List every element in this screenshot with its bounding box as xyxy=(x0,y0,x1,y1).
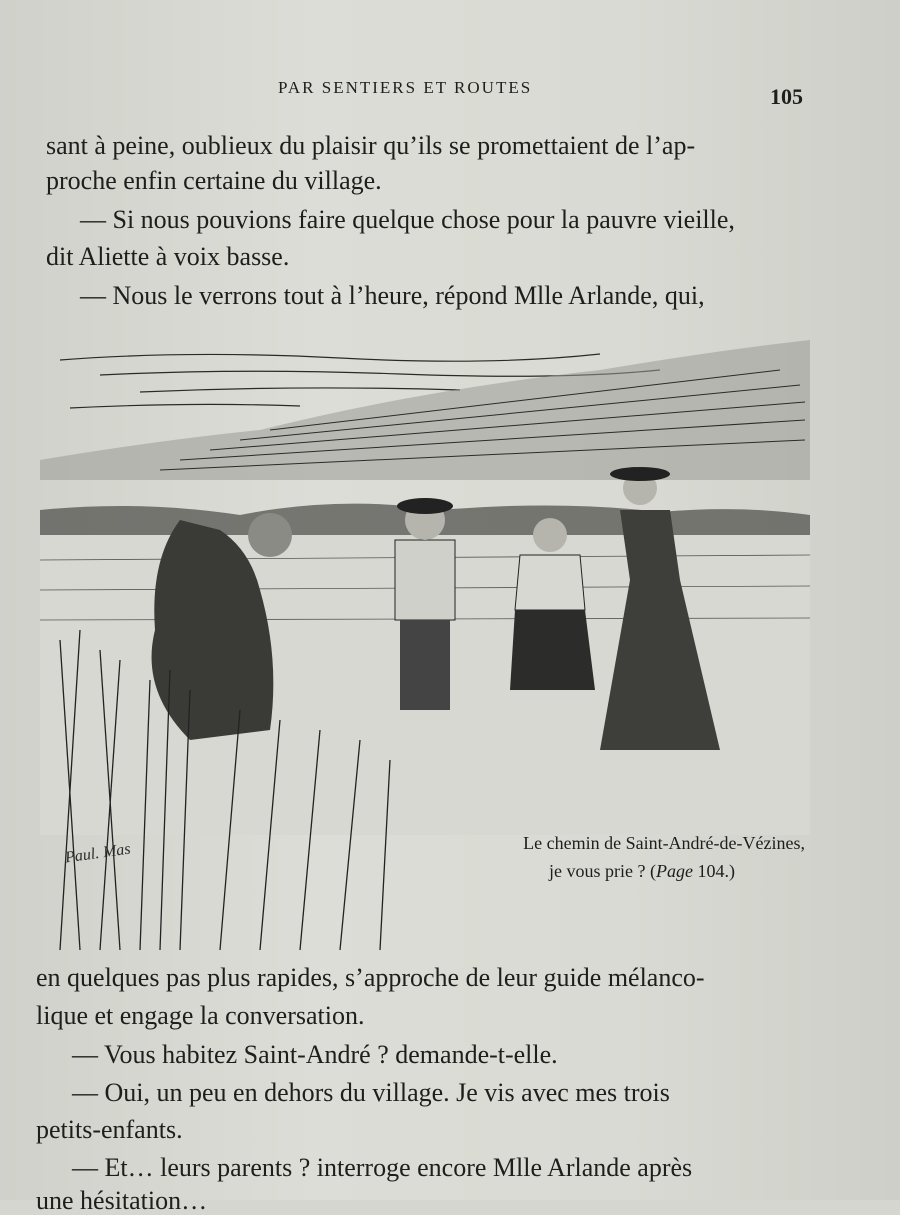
running-title: PAR SENTIERS ET ROUTES xyxy=(278,78,533,97)
caption-line xyxy=(455,858,805,886)
page-number: 105 xyxy=(770,84,803,109)
text-line: petits-enfants. xyxy=(36,1115,183,1144)
text-line: — Et… leurs parents ? interroge encore Mlle Arlande après xyxy=(72,1153,693,1182)
text-line: — Nous le verrons tout à l’heure, répond Mlle Arlande, qui, xyxy=(80,281,705,310)
text-line: une hésitation… xyxy=(36,1186,208,1215)
text-line: dit Aliette à voix basse. xyxy=(46,242,290,271)
illustration-caption xyxy=(455,830,805,886)
caption-italic: Page xyxy=(656,860,693,881)
caption-line: Le chemin de Saint-André-de-Vézines, xyxy=(523,833,805,853)
artist-signature: Paul. Mas xyxy=(64,840,132,867)
text-line: proche enfin certaine du village. xyxy=(46,166,382,195)
text-line: sant à peine, oublieux du plaisir qu’ils se promettaient de l’ap- xyxy=(46,131,696,160)
caption-text: 104.) xyxy=(693,860,735,881)
caption-text: je vous prie ? ( xyxy=(549,860,657,881)
text-line: en quelques pas plus rapides, s’approche de leur guide mélanco- xyxy=(36,963,705,992)
text-line: — Vous habitez Saint-André ? demande-t-elle. xyxy=(72,1040,558,1069)
text-line: lique et engage la conversation. xyxy=(36,1001,365,1030)
text-line: — Oui, un peu en dehors du village. Je vis avec mes trois xyxy=(72,1078,670,1107)
text-line: — Si nous pouvions faire quelque chose pour la pauvre vieille, xyxy=(80,205,735,234)
